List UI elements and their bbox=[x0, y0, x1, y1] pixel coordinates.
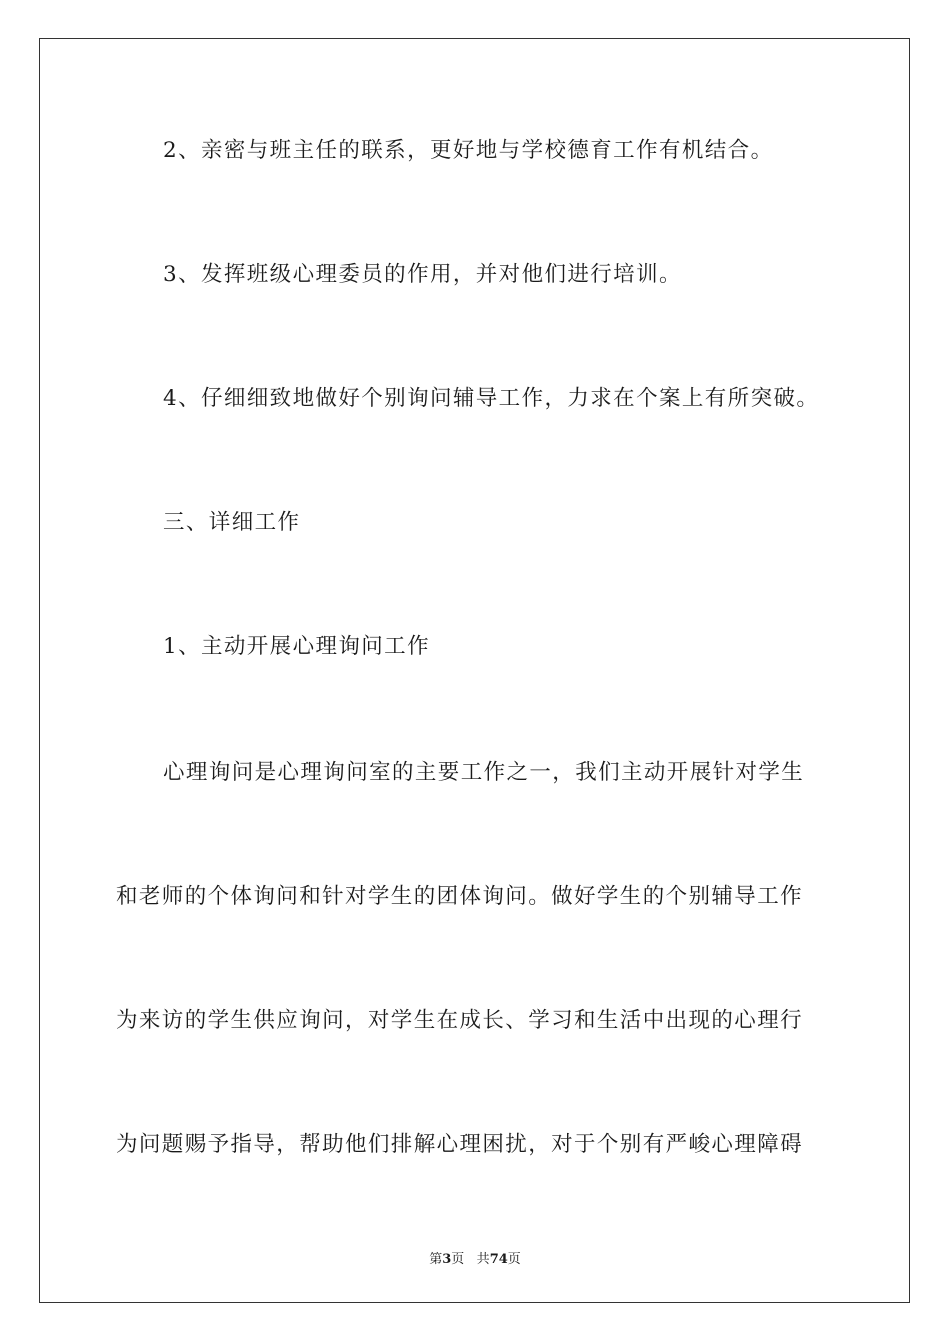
body-line-3: 为来访的学生供应询问，对学生在成长、学习和生活中出现的心理行 bbox=[116, 1008, 804, 1033]
page-border bbox=[39, 38, 910, 1303]
footer-page-number: 3 bbox=[442, 1252, 452, 1267]
paragraph-2: 2、亲密与班主任的联系，更好地与学校德育工作有机结合。 bbox=[163, 138, 774, 163]
paragraph-3: 3、发挥班级心理委员的作用，并对他们进行培训。 bbox=[163, 262, 682, 287]
footer-page-prefix: 第 bbox=[429, 1252, 443, 1267]
footer-page-suffix: 页 bbox=[451, 1252, 465, 1267]
paragraph-4: 4、仔细细致地做好个别询问辅导工作，力求在个案上有所突破。 bbox=[163, 386, 820, 411]
footer-total-pages: 74 bbox=[489, 1252, 508, 1267]
body-line-1: 心理询问是心理询问室的主要工作之一，我们主动开展针对学生 bbox=[163, 760, 805, 785]
body-line-2: 和老师的个体询问和针对学生的团体询问。做好学生的个别辅导工作 bbox=[116, 884, 804, 909]
page-footer bbox=[0, 1248, 950, 1267]
subsection-heading-1: 1、主动开展心理询问工作 bbox=[163, 634, 430, 659]
footer-total-prefix: 共 bbox=[476, 1252, 490, 1267]
footer-total-suffix: 页 bbox=[507, 1252, 521, 1267]
section-heading-3: 三、详细工作 bbox=[163, 510, 301, 535]
body-line-4: 为问题赐予指导，帮助他们排解心理困扰，对于个别有严峻心理障碍 bbox=[116, 1132, 804, 1157]
